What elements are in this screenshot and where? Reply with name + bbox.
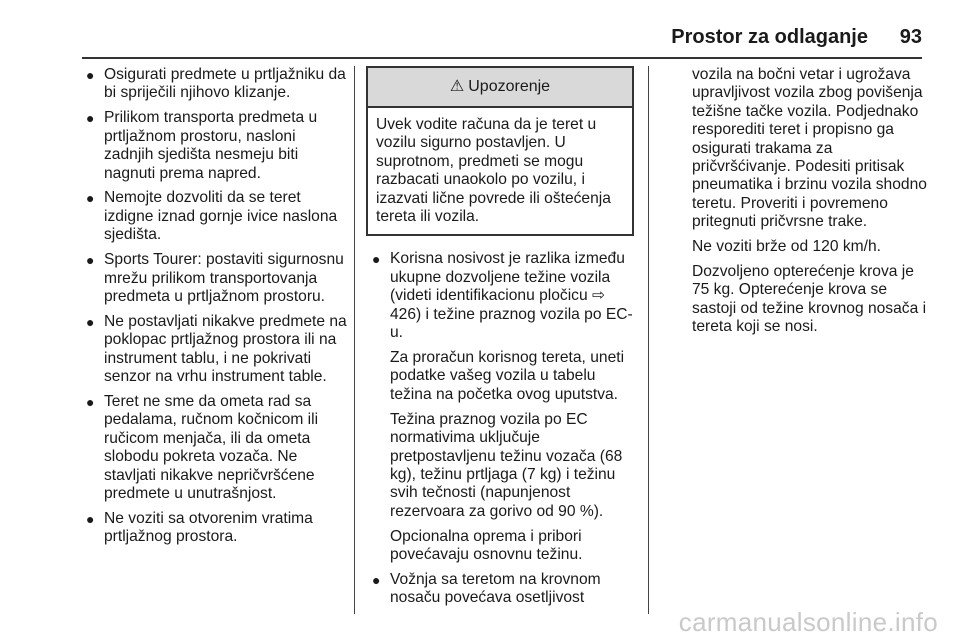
paragraph: Opcionalna oprema i pribori povećavaju osnovnu težinu. — [390, 527, 583, 564]
middle-column — [366, 66, 634, 614]
bullet-icon: ● — [86, 394, 95, 410]
list-item: ● Teret ne sme da ometa rad sa pedalama, ručnom kočnicom ili ručicom menjača, ili da ometa slobodu pokreta vozača. Ne stavljati nikakve nepričvršćene predmete u unutrašnjost. — [86, 393, 319, 503]
bullet-icon: ● — [86, 313, 95, 330]
bullet-icon: ● — [372, 251, 381, 268]
header-rule — [82, 57, 922, 59]
warning-body: Uvek vodite računa da je teret u vozilu sigurno postavljen. U suprotnom, predmeti se mogu razbacati unaokolo po vozilu, i izazvati lične povrede ili oštećenja tereta ili vozila. — [376, 116, 611, 226]
bullet-icon: ● — [86, 190, 95, 207]
warning-header — [368, 68, 632, 108]
page-header — [0, 0, 960, 58]
warning-title: Upozorenje — [468, 77, 551, 95]
warning-icon: ⚠ — [449, 77, 465, 95]
paragraph: vozila na bočni vetar i ugrožava upravljivost vozila zbog povišenja težišne tačke vozila. Podjednako resporediti teret i propisno ga osigurati trakama za pričvršćivanje. Podesiti pritisak pneumatika i brzinu vozila shodno teretu. Proveriti i povremeno pritegnuti pričvrsne trake. — [692, 66, 927, 231]
list-item: ● Sports Tourer: postaviti sigurnosnu mrežu prilikom transportovanja predmeta u prtljažnom prostoru. — [86, 251, 344, 305]
bullet-icon: ● — [86, 110, 95, 127]
list-item: ● Ne voziti sa otvorenim vratima prtljažnog prostora. — [86, 509, 313, 546]
column-divider-2 — [648, 66, 649, 614]
right-column — [692, 66, 932, 343]
watermark: carmanualsonline.info — [678, 607, 938, 637]
list-item — [366, 571, 634, 608]
left-column — [80, 66, 348, 553]
warning-box — [366, 66, 634, 236]
paragraph: Vožnja sa teretom na krovnom nosaču povećava osetljivost — [390, 570, 601, 607]
paragraph: Za proračun korisnog tereta, uneti podatke vašeg vozila u tabelu težina na početka ovog uputstva. — [390, 348, 625, 403]
list-item: ● Osigurati predmete u prtljažniku da bi spriječili njihovo klizanje. — [86, 66, 346, 102]
bullet-icon: ● — [86, 67, 95, 83]
list-item — [366, 250, 634, 564]
bullet-list-middle — [366, 250, 634, 607]
paragraph: Težina praznog vozila po EC normativima uključuje pretpostavljenu težinu vozača (68 kg), težinu prtljaga (7 kg) i težinu svih tečnosti (napunjenost rezervoara za gorivo od 90 %). — [390, 410, 623, 520]
bullet-list-left — [80, 66, 348, 547]
list-item: ● Prilikom transporta predmeta u prtljažnom prostoru, nasloni zadnjih sjedišta nesmeju biti nagnuti prema napred. — [86, 109, 318, 182]
section-title: Prostor za odlaganje — [671, 26, 868, 48]
bullet-icon: ● — [372, 571, 381, 588]
list-item: ● Ne postavljati nikakve predmete na poklopac prtljažnog prostora ili na instrument tablu, i ne pokrivati senzor na vrhu instrument table. — [86, 312, 347, 386]
paragraph: Dozvoljeno opterećenje krova je 75 kg. Opterećenje krova se sastoji od težine krovnog nosača i tereta koji se nosi. — [692, 263, 927, 336]
bullet-icon: ● — [86, 252, 95, 269]
list-item: ● Nemojte dozvoliti da se teret izdigne iznad gornje ivice naslona sjedišta. — [86, 189, 338, 244]
paragraph: Ne voziti brže od 120 km/h. — [692, 238, 881, 256]
page-number: 93 — [899, 26, 922, 48]
column-divider-1 — [354, 66, 355, 614]
bullet-icon: ● — [86, 510, 95, 527]
paragraph: Korisna nosivost je razlika između ukupne dozvoljene težine vozila (videti identifikacionu pločicu ⇨ 426) i težine praznog vozila po EC-u. — [390, 250, 633, 342]
